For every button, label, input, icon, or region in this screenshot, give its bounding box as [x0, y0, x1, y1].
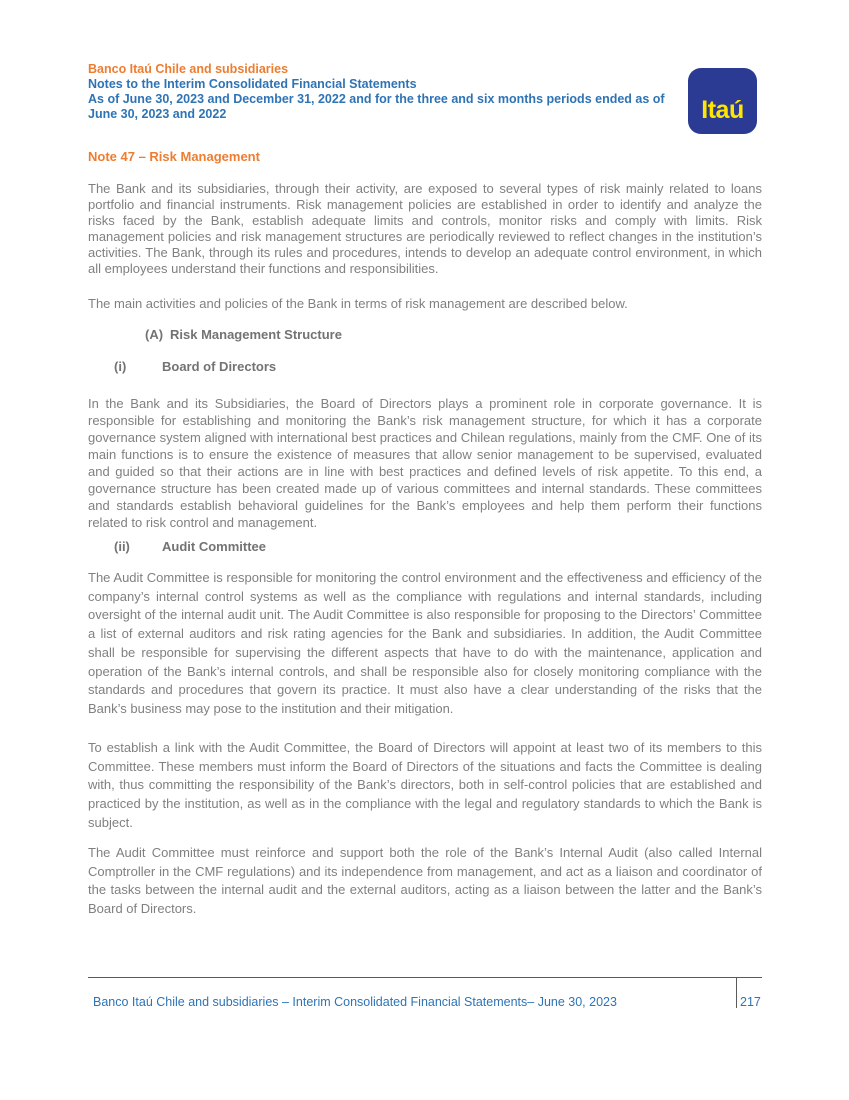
section-a-heading — [145, 327, 342, 342]
intro-paragraph-1: The Bank and its subsidiaries, through their activity, are exposed to several types of risk mainly related to loans portfolio and financial instruments. Risk management policies are established in order to identify and analyze the risks faced by the Bank, establish adequate limits and controls, monitor risks and comply with limits. Risk management policies and risk management structures are periodically reviewed to reflect changes in the institution’s activities. The Bank, through its rules and procedures, intends to develop an adequate control environment, in which all employees understand their functions and responsibilities. — [88, 181, 762, 276]
header-company: Banco Itaú Chile and subsidiaries — [88, 62, 289, 76]
intro-paragraph-2: The main activities and policies of the Bank in terms of risk management are described below. — [88, 296, 628, 311]
subsection-ii-number: (ii) — [114, 539, 130, 554]
subsection-i-heading — [114, 359, 276, 374]
board-of-directors-paragraph: In the Bank and its Subsidiaries, the Board of Directors plays a prominent role in corporate governance. It is responsible for establishing and monitoring the Bank’s risk management structure, for which it has a corporate governance system aligned with international best practices and Chilean regulations, mainly from the CMF. One of its main functions is to ensure the existence of measures that allow senior management to be supervised, evaluated and guided so that their actions are in line with best practices and defined levels of risk appetite. To this end, a governance structure has been created made up of various committees and internal standards. These committees and standards establish behavioral guidelines for the Bank’s employees and help them perform their functions related to risk control and management. — [88, 396, 762, 530]
footer-page-divider-line — [736, 977, 737, 1008]
audit-committee-paragraph-2: To establish a link with the Audit Committee, the Board of Directors will appoint at least two of its members to this Committee. These members must inform the Board of Directors of the situations and facts the Committee is dealing with, thus committing the responsibility of the Bank’s directors, both in self-control policies that are established and practiced by the institution, as well as in the compliance with the legal and regulatory standards to which the Bank is subject. — [88, 740, 762, 830]
note-title: Note 47 – Risk Management — [88, 149, 260, 164]
footer-text: Banco Itaú Chile and subsidiaries – Interim Consolidated Financial Statements– June 30, 2023 — [93, 995, 617, 1009]
subsection-ii-heading — [114, 539, 266, 554]
section-a-title: Risk Management Structure — [170, 327, 342, 342]
subsection-ii-title: Audit Committee — [162, 539, 266, 554]
audit-committee-paragraph-3: The Audit Committee must reinforce and support both the role of the Bank’s Internal Audit (also called Internal Comptroller in the CMF regulations) and its independence from management, and act as a liaison and coordinator of the tasks between the internal audit and the external auditors, acting as a liaison between the latter and the Bank’s Board of Directors. — [88, 845, 762, 917]
subsection-i-number: (i) — [114, 359, 127, 374]
footer-rule — [88, 977, 762, 978]
itau-logo-text: Itaú — [701, 96, 744, 124]
page-header — [88, 62, 684, 122]
subsection-i-title: Board of Directors — [162, 359, 277, 374]
audit-committee-paragraph-1: The Audit Committee is responsible for monitoring the control environment and the effectiveness and efficiency of the company’s internal control systems as well as the compliance with regulations and internal standards, including oversight of the internal audit unit. The Audit Committee is also responsible for proposing to the Directors’ Committee a list of external auditors and risk rating agencies for the Bank and subsidiaries. In addition, the Audit Committee shall be responsible for supervising the different aspects that have to do with the maintenance, application and operation of the Bank’s internal controls, and shall be responsible also for closely monitoring compliance with the standards and procedures that govern its practice. It must also have a clear understanding of the risks that the Bank’s business may pose to the institution and their mitigation. — [88, 570, 762, 716]
footer-page-number: 217 — [740, 995, 761, 1009]
header-subtitle: Notes to the Interim Consolidated Financial Statements — [88, 77, 417, 91]
header-period: As of June 30, 2023 and December 31, 2022 and for the three and six months periods ended as of June 30, 2023 and 2022 — [88, 92, 665, 121]
itau-logo — [688, 68, 757, 134]
section-a-number: (A) — [145, 327, 164, 342]
